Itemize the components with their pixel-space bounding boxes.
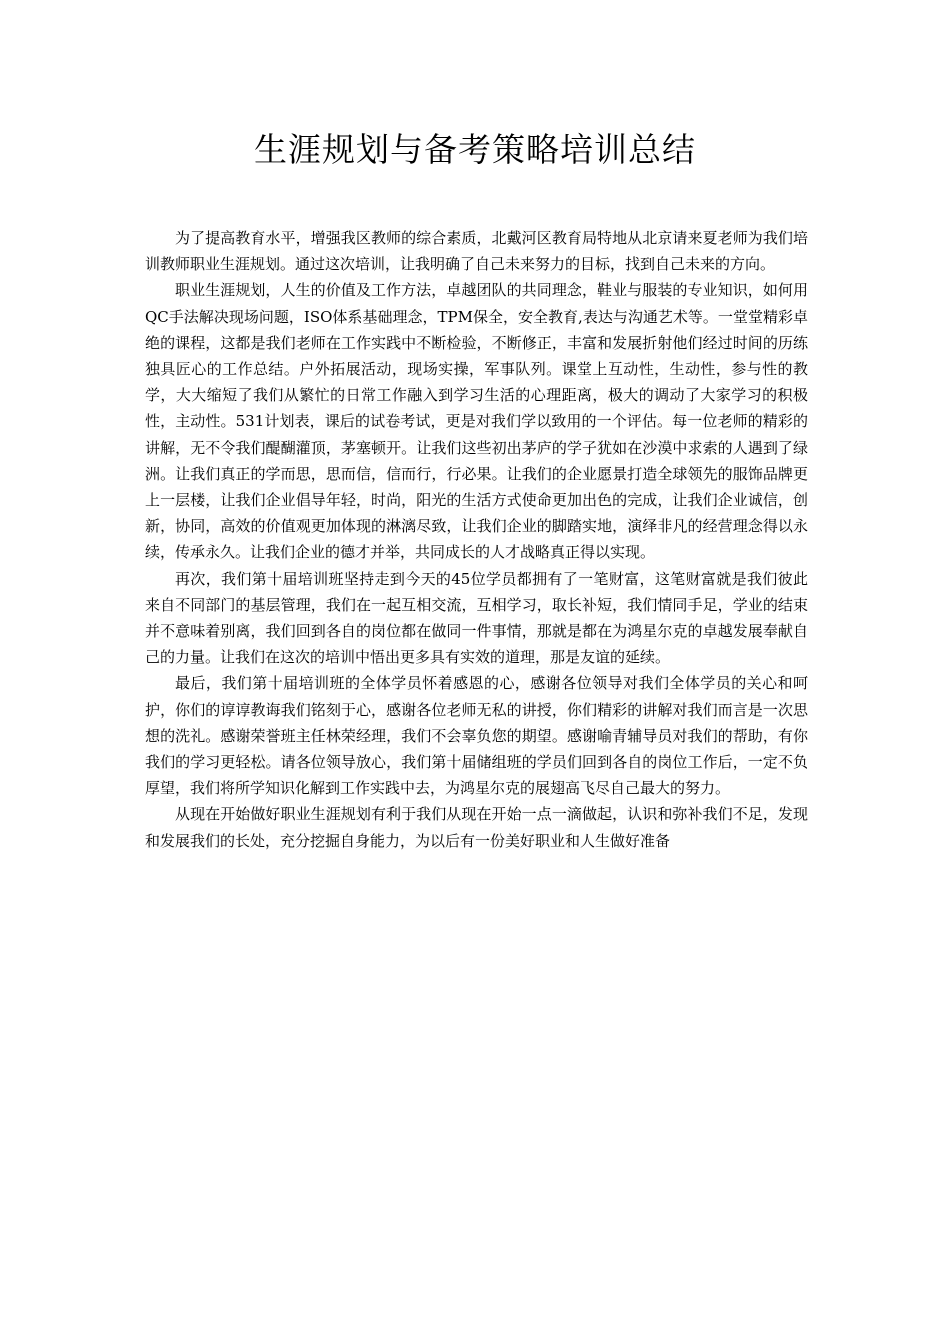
paragraph-thanks: 最后，我们第十届培训班的全体学员怀着感恩的心，感谢各位领导对我们全体学员的关心和呵护，你们的谆谆教诲我们铭刻于心，感谢各位老师无私的讲授，你们精彩的讲解对我们而言是一次思想的洗礼。感谢荣誉班主任林荣经理，我们不会辜负您的期望。感谢喻青辅导员对我们的帮助，有你我们的学习更轻松。请各位领导放心，我们第十届储组班的学员们回到各自的岗位工作后，一定不负厚望，我们将所学知识化解到工作实践中去，为鸿星尔克的展翅高飞尽自己最大的努力。 [145,674,808,798]
paragraph-conclusion: 从现在开始做好职业生涯规划有利于我们从现在开始一点一滴做起，认识和弥补我们不足，发现和发展我们的长处，充分挖掘自身能力，为以后有一份美好职业和人生做好准备 [145,805,808,850]
document-title: 生涯规划与备考策略培训总结 [254,130,696,169]
paragraph-classmates: 再次，我们第十届培训班坚持走到今天的45位学员都拥有了一笔财富，这笔财富就是我们彼此来自不同部门的基层管理，我们在一起互相交流，互相学习，取长补短，我们情同手足，学业的结束并不意味着别离，我们回到各自的岗位都在做同一件事情，那就是都在为鸿星尔克的卓越发展奉献自己的力量。让我们在这次的培训中悟出更多具有实效的道理，那是友谊的延续。 [145,569,808,667]
paragraph-intro: 为了提高教育水平，增强我区教师的综合素质，北戴河区教育局特地从北京请来夏老师为我们培训教师职业生涯规划。通过这次培训，让我明确了自己未来努力的目标，找到自己未来的方向。 [145,229,808,274]
paragraph-courses: 职业生涯规划，人生的价值及工作方法，卓越团队的共同理念，鞋业与服装的专业知识，如何用QC手法解决现场问题，ISO体系基础理念，TPM保全，安全教育,表达与沟通艺术等。一堂堂精彩卓绝的课程，这都是我们老师在工作实践中不断检验，不断修正，丰富和发展折射他们经过时间的历练独具匠心的工作总结。户外拓展活动，现场实操，军事队列。课堂上互动性，生动性，参与性的教学，大大缩短了我们从繁忙的日常工作融入到学习生活的心理距离，极大的调动了大家学习的积极性，主动性。531计划表，课后的试卷考试，更是对我们学以致用的一个评估。每一位老师的精彩的讲解，无不令我们醍醐灌顶，茅塞顿开。让我们这些初出茅庐的学子犹如在沙漠中求索的人遇到了绿洲。让我们真正的学而思，思而信，信而行，行必果。让我们的企业愿景打造全球领先的服饰品牌更上一层楼，让我们企业倡导年轻，时尚，阳光的生活方式使命更加出色的完成，让我们企业诚信，创新，协同，高效的价值观更加体现的淋漓尽致，让我们企业的脚踏实地，演绎非凡的经营理念得以永续，传承永久。让我们企业的德才并举，共同成长的人才战略真正得以实现。 [145,281,808,562]
document-body [145,225,808,854]
